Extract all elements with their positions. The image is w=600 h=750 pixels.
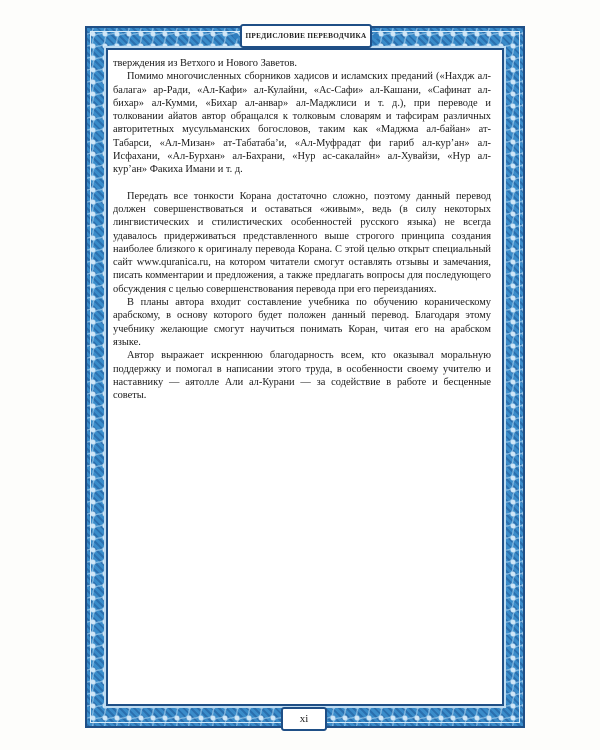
paragraph: Автор выражает искреннюю благодарность всем, кто оказывал моральную поддержку и помогал в написании этого труда, в особенности своему учителю и наставнику — аятолле Али ал-Курани — за содействие в работе и бесценные советы.	[113, 350, 491, 402]
body-text	[113, 57, 491, 402]
page-number-box	[281, 707, 327, 731]
paragraph: Помимо многочисленных сборников хадисов и исламских преданий («Нахдж ал-балага» ар-Ради, «Ал-Кафи» ал-Кулайни, «Ас-Сафи» ал-Кашани, «Сафинат ал-бихар» ал-Кумми, «Бихар ал-анвар» ал-Маджлиси и т. д.), при переводе и толковании айатов автор обращался к толковым словарям и тафсирам различных авторитетных мусульманских богословов, таким как «Маджма ал-байан» ат-Табарси, «Ал-Мизан» ат-Табатаба’и, «Ал-Муфрадат фи гариб ал-кур’ан» ал-Исфахани, «Ал-Бурхан» ал-Бахрани, «Нур ас-сакалайн» ал-Хувайзи, «Нур ал-кур’ан» Факиха Имани и т. д.	[113, 71, 491, 176]
running-header	[240, 24, 372, 48]
paragraph: тверждения из Ветхого и Нового Заветов.	[113, 58, 297, 69]
page-number: xi	[299, 713, 309, 725]
paragraph: Передать все тонкости Корана достаточно сложно, поэтому данный перевод должен совершенствоваться и оставаться «живым», ведь (в силу некоторых лингвистических и стилистических особенностей русского языка) не всегда удавалось придерживаться представленного выше строгого принципа создания наиболее близкого к оригиналу перевода Корана. С этой целью открыт специальный сайт www.quranica.ru, на котором читатели смогут оставлять отзывы и замечания, писать комментарии и предложения, а также предлагать вопросы для последующего обсуждения с целью совершенствования перевода при его переизданиях.	[113, 190, 491, 295]
paragraph: В планы автора входит составление учебника по обучению кораническому арабскому, в основу которого будет положен данный перевод. Благодаря этому учебнику желающие смогут научиться понимать Коран, читая его на арабском языке.	[113, 297, 491, 348]
running-title: ПРЕДИСЛОВИЕ ПЕРЕВОДЧИКА	[245, 32, 367, 40]
